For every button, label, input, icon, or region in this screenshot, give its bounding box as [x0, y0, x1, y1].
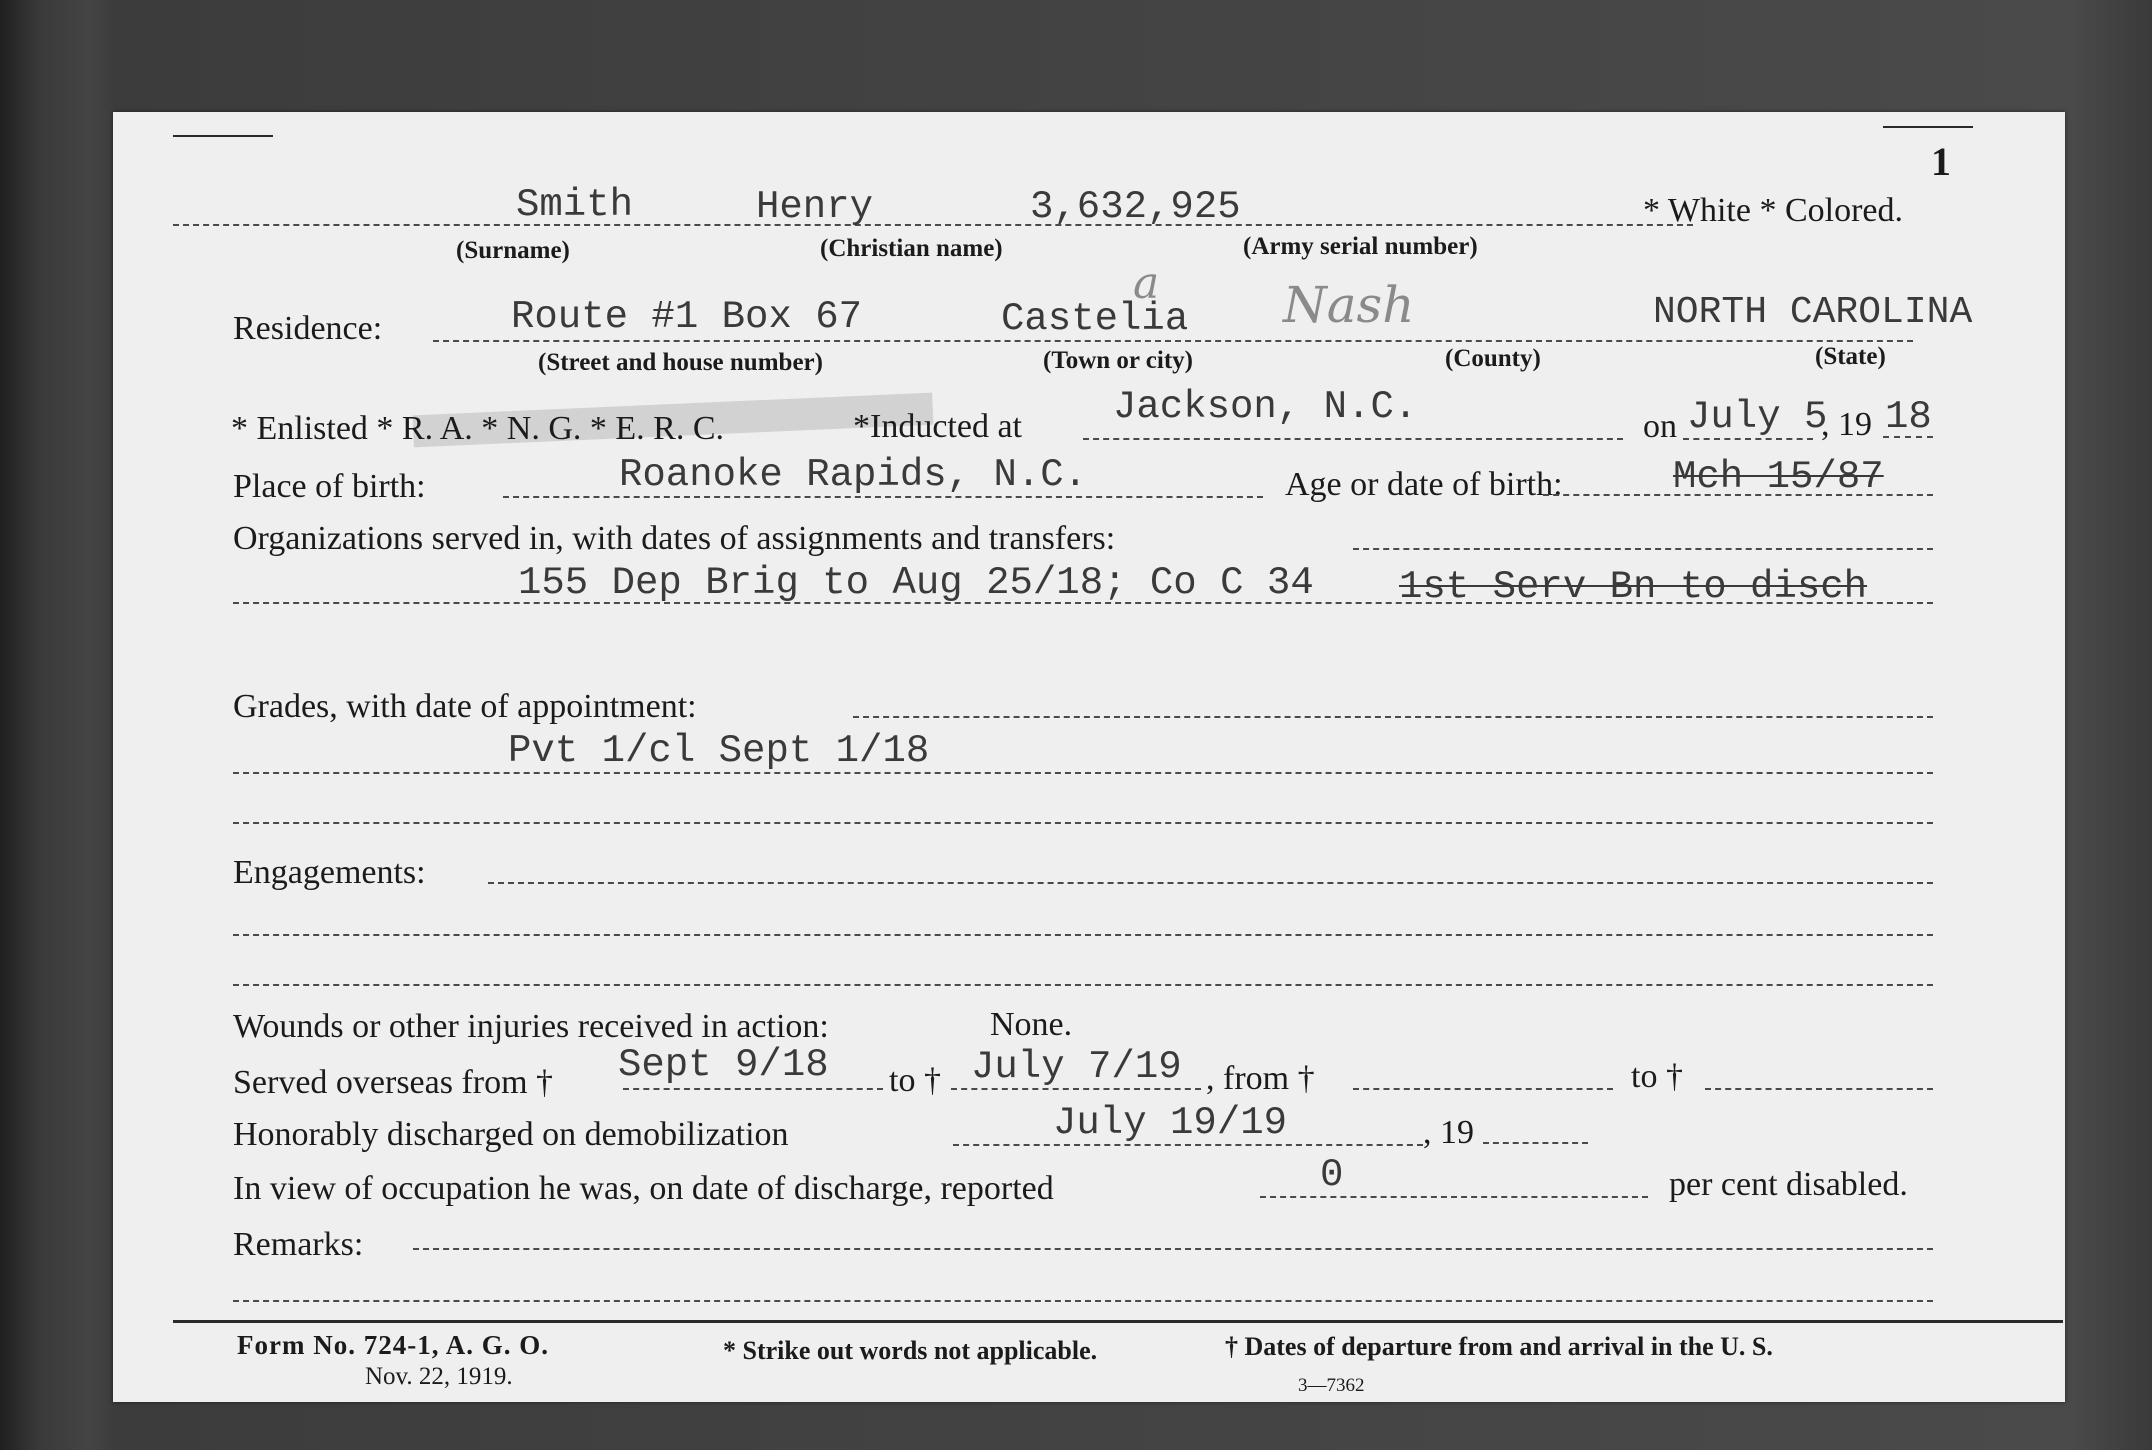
- christian-name-value: Henry: [756, 185, 874, 229]
- card-number: 1: [1931, 139, 1951, 184]
- residence-street: Route #1 Box 67: [511, 295, 863, 339]
- grades-label: Grades, with date of appointment:: [233, 688, 697, 725]
- remarks-label: Remarks:: [233, 1226, 364, 1263]
- surname-value: Smith: [516, 183, 634, 227]
- grades-line-2: [233, 822, 1933, 824]
- discharge-year-label: , 19: [1423, 1114, 1474, 1151]
- engagements-line-3: [233, 984, 1933, 986]
- residence-town: Castelia: [1001, 297, 1189, 341]
- enlistment-options: * Enlisted * R. A. * N. G. * E. R. C.: [231, 410, 725, 447]
- wounds-value: None.: [990, 1006, 1073, 1043]
- dates-note: † Dates of departure from and arrival in the U. S.: [1225, 1332, 1773, 1361]
- form-date: Nov. 22, 1919.: [365, 1363, 513, 1390]
- overseas-label: Served overseas from †: [233, 1064, 554, 1101]
- serial-number-caption: (Army serial number): [1243, 233, 1478, 260]
- age-label: Age or date of birth:: [1285, 466, 1563, 503]
- organizations-label-line: [1353, 548, 1933, 550]
- organizations-label: Organizations served in, with dates of assignments and transfers:: [233, 520, 1116, 557]
- footer-rule: [173, 1320, 2063, 1323]
- grades-line-1: [233, 772, 1933, 774]
- serial-number-value: 3,632,925: [1030, 185, 1241, 229]
- state-caption: (State): [1815, 343, 1886, 370]
- induction-year-prefix: , 19: [1821, 406, 1872, 443]
- disability-suffix: per cent disabled.: [1669, 1166, 1908, 1203]
- form-number: Form No. 724-1, A. G. O.: [237, 1330, 549, 1360]
- birth-place-value: Roanoke Rapids, N.C.: [619, 453, 1088, 497]
- grades-label-line: [853, 716, 1933, 718]
- engagements-label: Engagements:: [233, 854, 426, 891]
- overseas-from-line-2: [1353, 1088, 1613, 1090]
- inducted-at-value: Jackson, N.C.: [1113, 385, 1418, 429]
- remarks-line-1: [413, 1248, 1933, 1250]
- top-left-rule: [173, 135, 273, 137]
- overseas-to-date: July 7/19: [971, 1045, 1182, 1089]
- overseas-to-label: to †: [889, 1062, 941, 1099]
- overseas-from-line: [623, 1088, 883, 1090]
- age-value: Mch 15/87: [1673, 455, 1884, 499]
- surname-caption: (Surname): [456, 237, 570, 264]
- strike-note: * Strike out words not applicable.: [723, 1336, 1098, 1365]
- residence-town-correction: a: [1133, 258, 1160, 309]
- residence-county: Nash: [1283, 276, 1415, 334]
- wounds-label: Wounds or other injuries received in action:: [233, 1008, 829, 1045]
- induction-date: July 5: [1687, 395, 1828, 439]
- discharge-year-line: [1483, 1142, 1588, 1144]
- engagements-line-1: [488, 882, 1933, 884]
- on-label: on: [1643, 408, 1677, 445]
- residence-state: NORTH CAROLINA: [1653, 291, 1973, 334]
- disability-line: [1260, 1196, 1648, 1198]
- organizations-entry-a: 155 Dep Brig to Aug 25/18; Co C 34: [518, 561, 1314, 605]
- engagements-line-2: [233, 934, 1933, 936]
- overseas-to-label-2: to †: [1631, 1058, 1683, 1095]
- discharge-label: Honorably discharged on demobilization: [233, 1116, 789, 1153]
- christian-name-caption: (Christian name): [820, 235, 1003, 262]
- overseas-to-line-2: [1705, 1088, 1933, 1090]
- overseas-from-label-2: , from †: [1206, 1060, 1315, 1097]
- inducted-line: [1083, 438, 1623, 440]
- discharge-date: July 19/19: [1053, 1101, 1288, 1145]
- inducted-label: *Inducted at: [853, 408, 1022, 445]
- organizations-entry-b: 1st Serv Bn to disch: [1399, 565, 1868, 609]
- top-right-rule: [1883, 126, 1973, 128]
- grades-entry: Pvt 1/cl Sept 1/18: [508, 729, 930, 773]
- print-code: 3—7362: [1298, 1375, 1365, 1396]
- induction-year: 18: [1885, 395, 1932, 439]
- county-caption: (County): [1445, 345, 1541, 372]
- disability-label: In view of occupation he was, on date of discharge, reported: [233, 1170, 1054, 1207]
- street-caption: (Street and house number): [538, 349, 823, 376]
- birth-place-label: Place of birth:: [233, 468, 426, 505]
- overseas-from-date: Sept 9/18: [618, 1043, 829, 1087]
- name-line: [173, 224, 1693, 226]
- race-options: * White * Colored.: [1643, 192, 1903, 229]
- remarks-line-2: [233, 1300, 1933, 1302]
- town-caption: (Town or city): [1043, 347, 1193, 374]
- disability-value: 0: [1320, 1153, 1344, 1197]
- residence-label: Residence:: [233, 310, 383, 347]
- service-record-card: [113, 112, 2065, 1402]
